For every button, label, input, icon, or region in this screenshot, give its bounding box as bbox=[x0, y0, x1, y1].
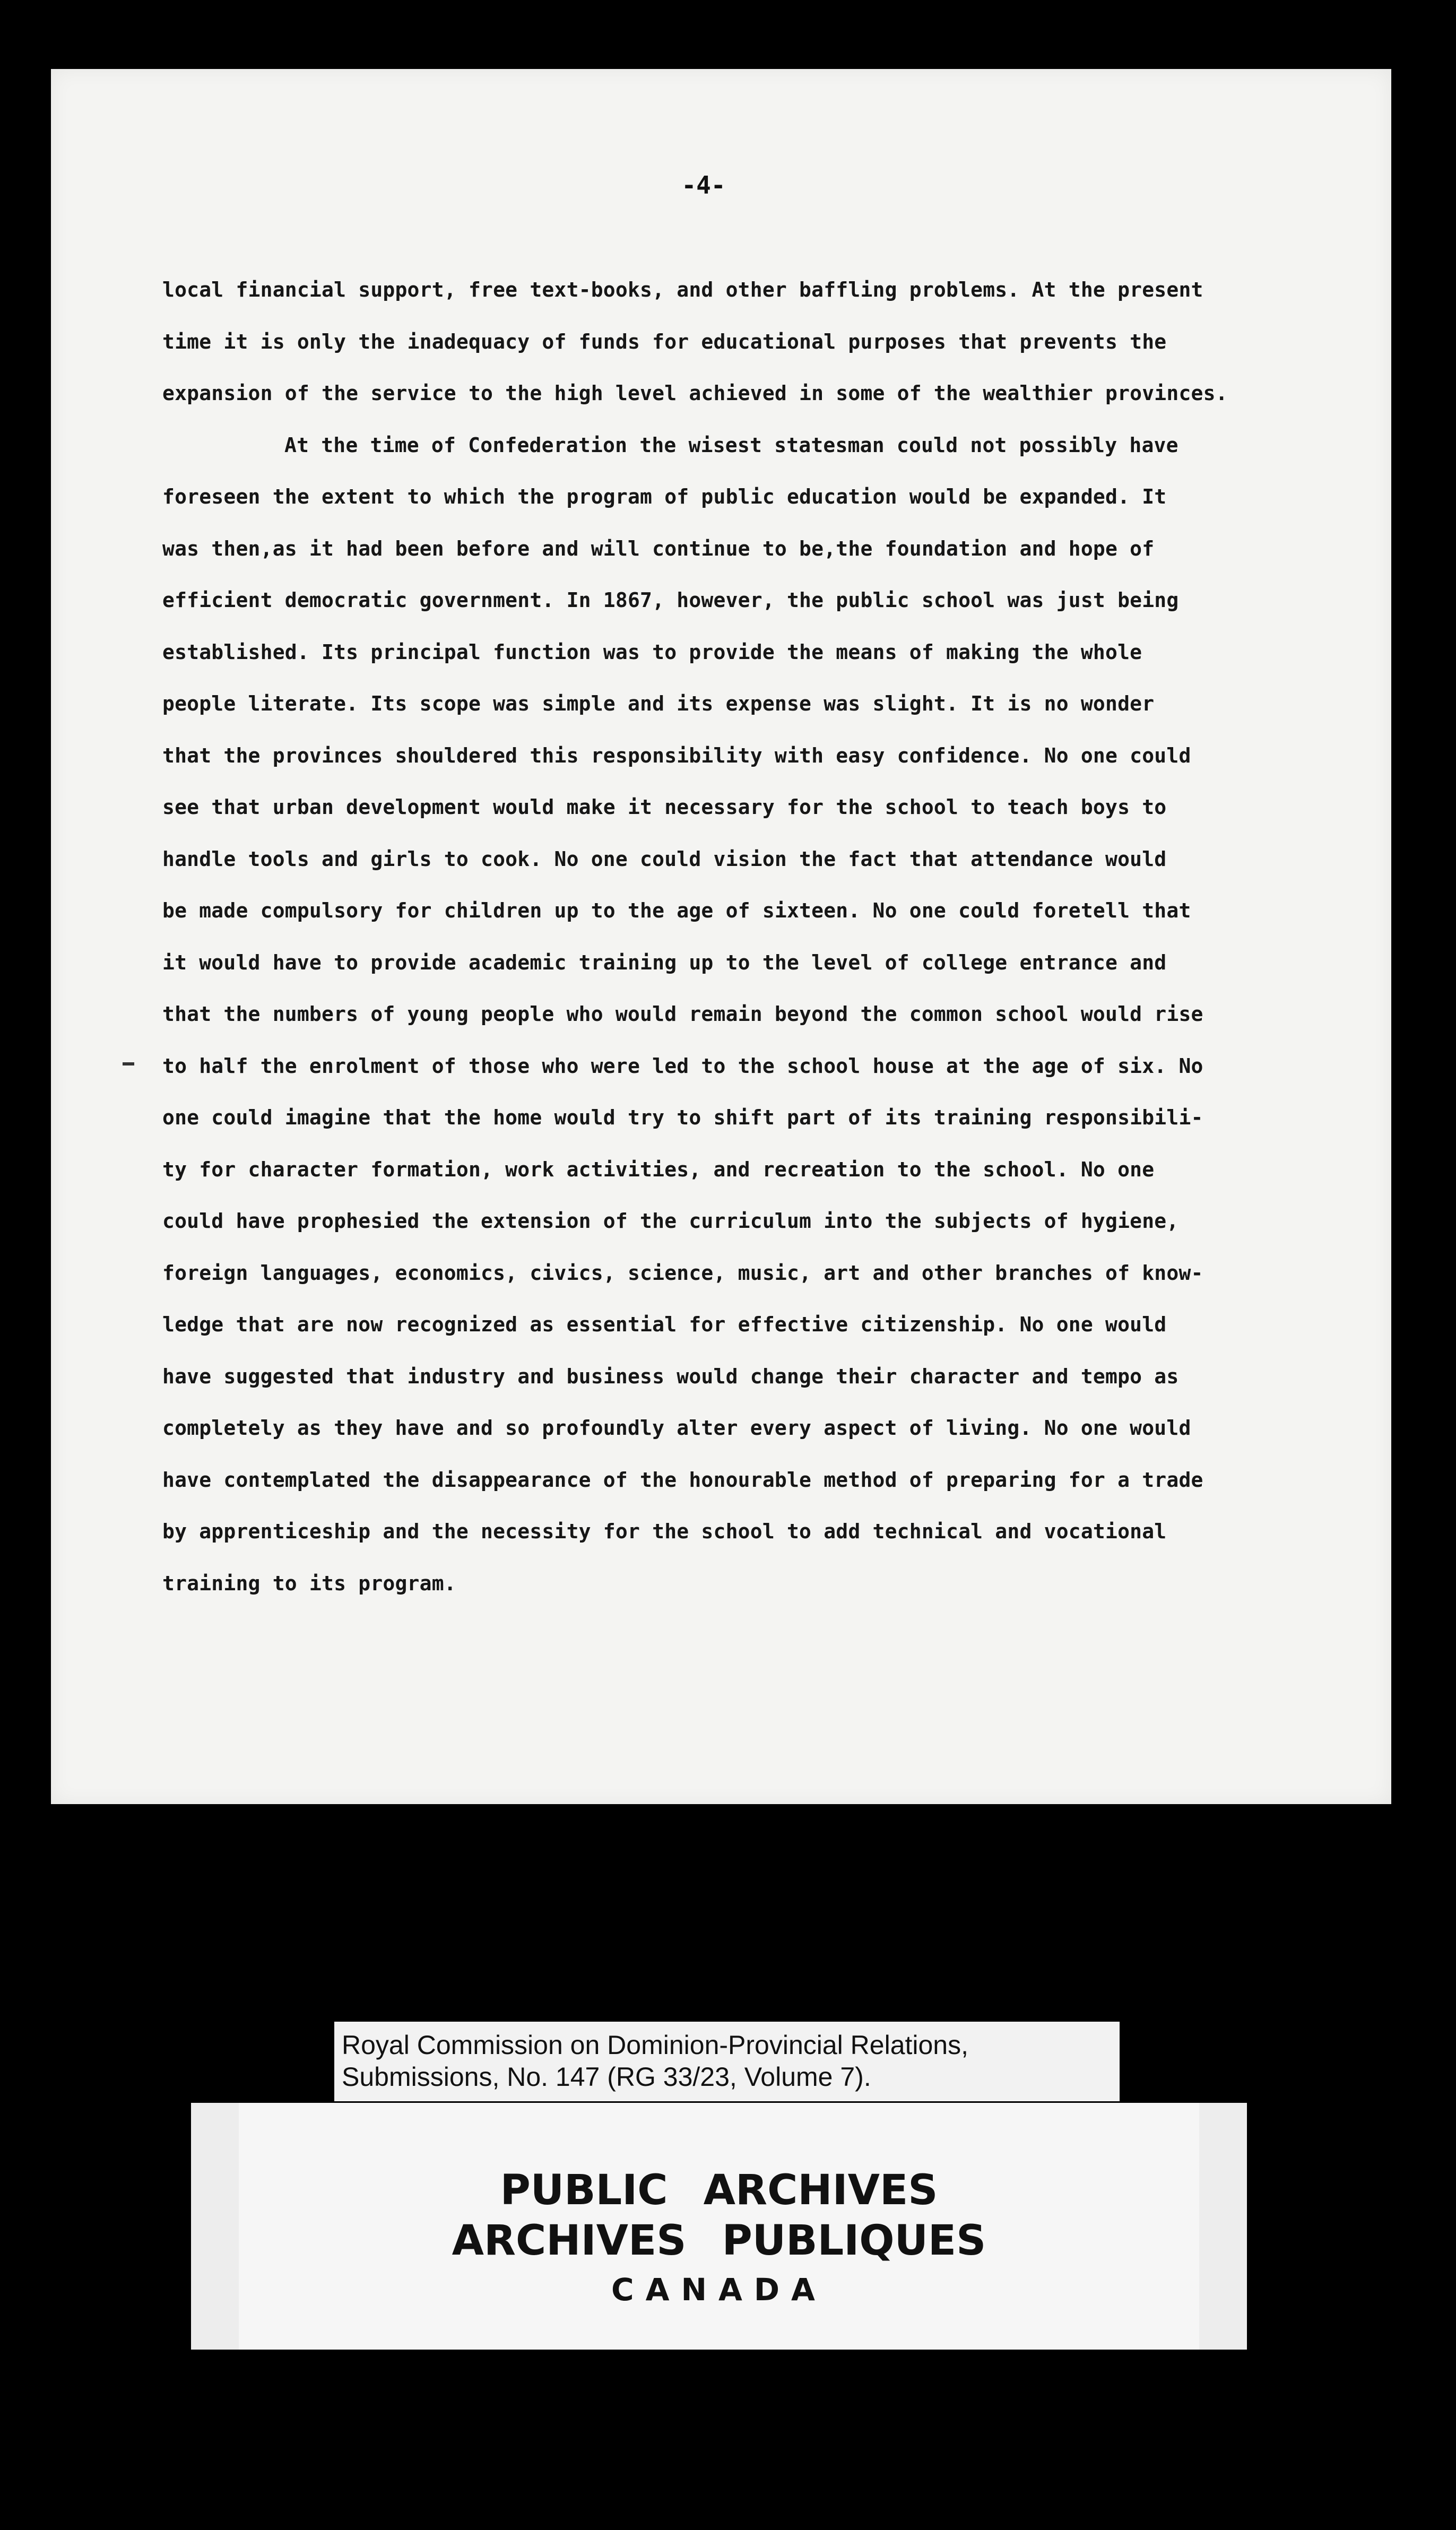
text-line: local financial support, free text-books, and other baffling problems. At the present bbox=[162, 278, 1203, 301]
body-text bbox=[162, 264, 1383, 1609]
text-line: have suggested that industry and business would change their character and tempo as bbox=[162, 1364, 1179, 1388]
text-line: one could imagine that the home would try to shift part of its training responsibili- bbox=[162, 1106, 1203, 1129]
citation-label bbox=[334, 2022, 1120, 2101]
archive-stamp bbox=[191, 2103, 1247, 2350]
text-line: training to its program. bbox=[162, 1571, 456, 1595]
text-line: efficient democratic government. In 1867, however, the public school was just being bbox=[162, 588, 1179, 612]
document-page bbox=[51, 69, 1391, 1804]
text-line: people literate. Its scope was simple and its expense was slight. It is no wonder bbox=[162, 692, 1155, 715]
text-line: ty for character formation, work activities, and recreation to the school. No one bbox=[162, 1157, 1155, 1181]
text-line: to half the enrolment of those who were led to the school house at the age of six. No bbox=[162, 1054, 1203, 1078]
text-line: expansion of the service to the high level achieved in some of the wealthier provinces. bbox=[162, 382, 1228, 405]
stamp-line-archives-publiques: ARCHIVES PUBLIQUES bbox=[452, 2217, 986, 2265]
text-line: could have prophesied the extension of the curriculum into the subjects of hygiene, bbox=[162, 1209, 1179, 1233]
citation-line-2: Submissions, No. 147 (RG 33/23, Volume 7). bbox=[342, 2062, 871, 2092]
stamp-line-canada: CANADA bbox=[611, 2272, 827, 2308]
text-line: established. Its principal function was to provide the means of making the whole bbox=[162, 640, 1142, 664]
text-line: At the time of Confederation the wisest statesman could not possibly have bbox=[284, 433, 1178, 457]
stamp-line-public-archives: PUBLIC ARCHIVES bbox=[500, 2167, 938, 2214]
text-line: foreseen the extent to which the program of public education would be expanded. It bbox=[162, 485, 1167, 508]
text-line: completely as they have and so profoundly alter every aspect of living. No one would bbox=[162, 1416, 1191, 1440]
margin-mark bbox=[123, 1062, 134, 1065]
text-line: be made compulsory for children up to the age of sixteen. No one could foretell that bbox=[162, 899, 1191, 922]
text-line: ledge that are now recognized as essential for effective citizenship. No one would bbox=[162, 1313, 1167, 1336]
text-line: was then,as it had been before and will continue to be,the foundation and hope of bbox=[162, 536, 1155, 560]
page-number: -4- bbox=[681, 171, 726, 200]
text-line: foreign languages, economics, civics, science, music, art and other branches of know- bbox=[162, 1261, 1203, 1285]
citation-line-1: Royal Commission on Dominion-Provincial Relations, bbox=[342, 2030, 969, 2060]
text-line: by apprenticeship and the necessity for the school to add technical and vocational bbox=[162, 1520, 1167, 1543]
text-line: that the numbers of young people who would remain beyond the common school would rise bbox=[162, 1002, 1203, 1026]
text-line: that the provinces shouldered this responsibility with easy confidence. No one could bbox=[162, 743, 1191, 767]
text-line: handle tools and girls to cook. No one could vision the fact that attendance would bbox=[162, 847, 1167, 871]
text-line: see that urban development would make it necessary for the school to teach boys to bbox=[162, 795, 1167, 819]
text-line: it would have to provide academic training up to the level of college entrance and bbox=[162, 950, 1167, 974]
text-line: have contemplated the disappearance of the honourable method of preparing for a trade bbox=[162, 1468, 1203, 1492]
text-line: time it is only the inadequacy of funds for educational purposes that prevents the bbox=[162, 330, 1167, 353]
